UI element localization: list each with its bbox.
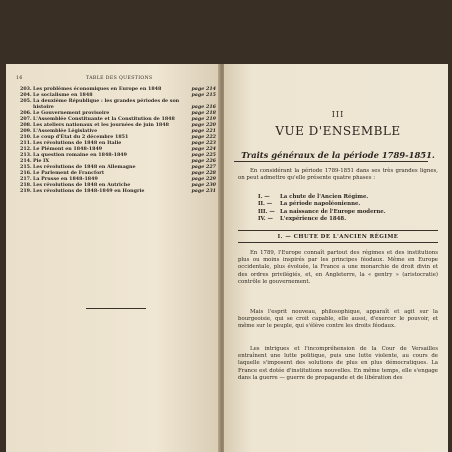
section-rule-top xyxy=(238,230,438,231)
toc-entry-title: Le coup d'État du 2 décembre 1851 xyxy=(33,134,129,140)
right-page xyxy=(224,64,448,452)
toc-entry xyxy=(20,188,216,194)
body-paragraph-2: Mais l'esprit nouveau, philosophique, apparaît et agit sur la bourgeoisie, qui se croit capable, elle aussi, d'exercer le pouvoir, et même sur le peuple, qui s'élève contre les droits féodaux. xyxy=(238,309,438,330)
toc-entry-page: page 224 xyxy=(191,146,216,152)
chapter-title: VUE D'ENSEMBLE xyxy=(275,124,401,138)
toc-entry-page: page 228 xyxy=(191,170,216,176)
phase-text: L'expérience de 1848. xyxy=(280,216,347,223)
toc-entry-number: 219. xyxy=(20,188,32,194)
toc-entry-number: 208. xyxy=(20,122,32,128)
phase-key: III. — xyxy=(258,208,275,215)
phase-text: La période napoléonienne. xyxy=(280,201,361,208)
toc-entry-page: page 215 xyxy=(191,92,216,98)
toc-entry-number: 203. xyxy=(20,86,32,92)
toc-entry-page: page 225 xyxy=(191,152,216,158)
toc-entry-number: 215. xyxy=(20,164,32,170)
running-head-title: TABLE DES QUESTIONS xyxy=(86,76,153,81)
phase-text: La chute de l'Ancien Régime. xyxy=(280,194,369,200)
toc-entry-page: page 214 xyxy=(191,86,216,92)
toc-end-rule xyxy=(86,308,146,309)
toc-entry-title: Le socialisme en 1848 xyxy=(33,92,93,98)
toc-entry-title: La Prusse en 1848-1849 xyxy=(33,176,98,182)
toc-entry-number: 207. xyxy=(20,116,32,122)
toc-entry-number: 218. xyxy=(20,182,32,188)
toc-entry xyxy=(20,98,216,110)
toc-entry-number: 204. xyxy=(20,92,32,98)
toc-entry-title: Les révolutions de 1848 en Autriche xyxy=(33,182,131,188)
toc-entry-page: page 231 xyxy=(191,188,216,194)
toc-entry-page: page 218 xyxy=(191,110,216,116)
toc-entry-number: 210. xyxy=(20,134,32,140)
toc-entry-number: 213. xyxy=(20,152,32,158)
section-rule-bottom xyxy=(238,242,438,243)
table-of-questions xyxy=(20,86,216,194)
toc-entry-number: 211. xyxy=(20,140,32,146)
toc-entry-number: 206. xyxy=(20,110,32,116)
body-paragraph-3: Les intrigues et l'incompréhension de la Cour de Versailles entraînent une lutte politique, puis une lutte violente, au cours de laquelle s'imposent des solutions de plus en plus démocratiques. La France est dotée d'institutions nouvelles. En même temps, elle s'engage dans la guerre — guerre de propagande et de libération des xyxy=(238,346,438,381)
toc-entry-page: page 222 xyxy=(191,134,216,140)
toc-entry-title: Le Piémont en 1848-1849 xyxy=(33,146,103,152)
phase-key: II. — xyxy=(258,201,273,208)
toc-entry-page: page 230 xyxy=(191,182,216,188)
toc-entry-number: 209. xyxy=(20,128,32,134)
toc-entry-number: 217. xyxy=(20,176,32,182)
chapter-number: III xyxy=(331,110,345,119)
toc-entry-page: page 227 xyxy=(191,164,216,170)
intro-paragraph: En considérant la période 1789-1851 dans ses très grandes lignes, on peut admettre qu'elle présente quatre phases : xyxy=(238,168,438,181)
toc-entry-title: Pie IX xyxy=(33,158,50,164)
toc-entry-title: L'Assemblée Constituante et la Constitution de 1848 xyxy=(33,116,175,122)
body-paragraph-1: En 1789, l'Europe connaît partout des régimes et des institutions plus ou moins inspirés par les principes féodaux. Même en Europe occidentale, plus évoluée, la France a une monarchie de droit divin et des ordres privilégiés, et, en Angleterre, la « gentry » (aristocratie) contrôle le gouvernement. xyxy=(238,250,438,285)
toc-entry-title: La deuxième République : les grandes périodes de son histoire xyxy=(33,98,180,110)
book-spread xyxy=(6,64,448,452)
toc-entry-page: page 219 xyxy=(191,116,216,122)
phase-item xyxy=(258,201,428,208)
section-heading: I. — CHUTE DE L'ANCIEN RÉGIME xyxy=(277,234,399,240)
subtitle-underline xyxy=(234,161,428,162)
toc-entry-title: Les ateliers nationaux et les journées de juin 1848 xyxy=(33,122,169,128)
phase-list xyxy=(258,194,428,224)
toc-entry-title: Les révolutions de 1848-1849 en Hongrie xyxy=(33,188,145,194)
toc-entry-title: Les problèmes économiques en Europe en 1848 xyxy=(33,86,162,92)
toc-entry-page: page 216 xyxy=(191,104,216,110)
phase-key: I. — xyxy=(258,194,270,200)
toc-entry-page: page 221 xyxy=(191,128,216,134)
toc-entry-number: 212. xyxy=(20,146,32,152)
toc-entry-title: L'Assemblée Législative xyxy=(33,128,98,134)
toc-entry-page: page 223 xyxy=(191,140,216,146)
toc-entry-number: 205. xyxy=(20,98,32,104)
phase-key: IV. — xyxy=(258,216,273,223)
toc-entry-number: 214. xyxy=(20,158,32,164)
toc-entry-title: Le Parlement de Francfort xyxy=(33,170,105,176)
left-page xyxy=(6,64,220,452)
toc-entry-title: Le Gouvernement provisoire xyxy=(33,110,110,116)
phase-item xyxy=(258,216,428,223)
phase-text: La naissance de l'Europe moderne. xyxy=(280,208,386,215)
toc-entry-page: page 229 xyxy=(191,176,216,182)
page-number: 16 xyxy=(16,76,23,81)
toc-entry-page: page 226 xyxy=(191,158,216,164)
chapter-subtitle: Traits généraux de la période 1789-1851. xyxy=(241,150,435,160)
toc-entry-number: 216. xyxy=(20,170,32,176)
toc-entry-title: Les révolutions de 1848 en Allemagne xyxy=(33,164,136,170)
toc-entry-title: La question romaine en 1848-1849 xyxy=(33,152,127,158)
toc-entry-page: page 220 xyxy=(191,122,216,128)
toc-entry-title: Les révolutions de 1848 en Italie xyxy=(33,140,122,146)
